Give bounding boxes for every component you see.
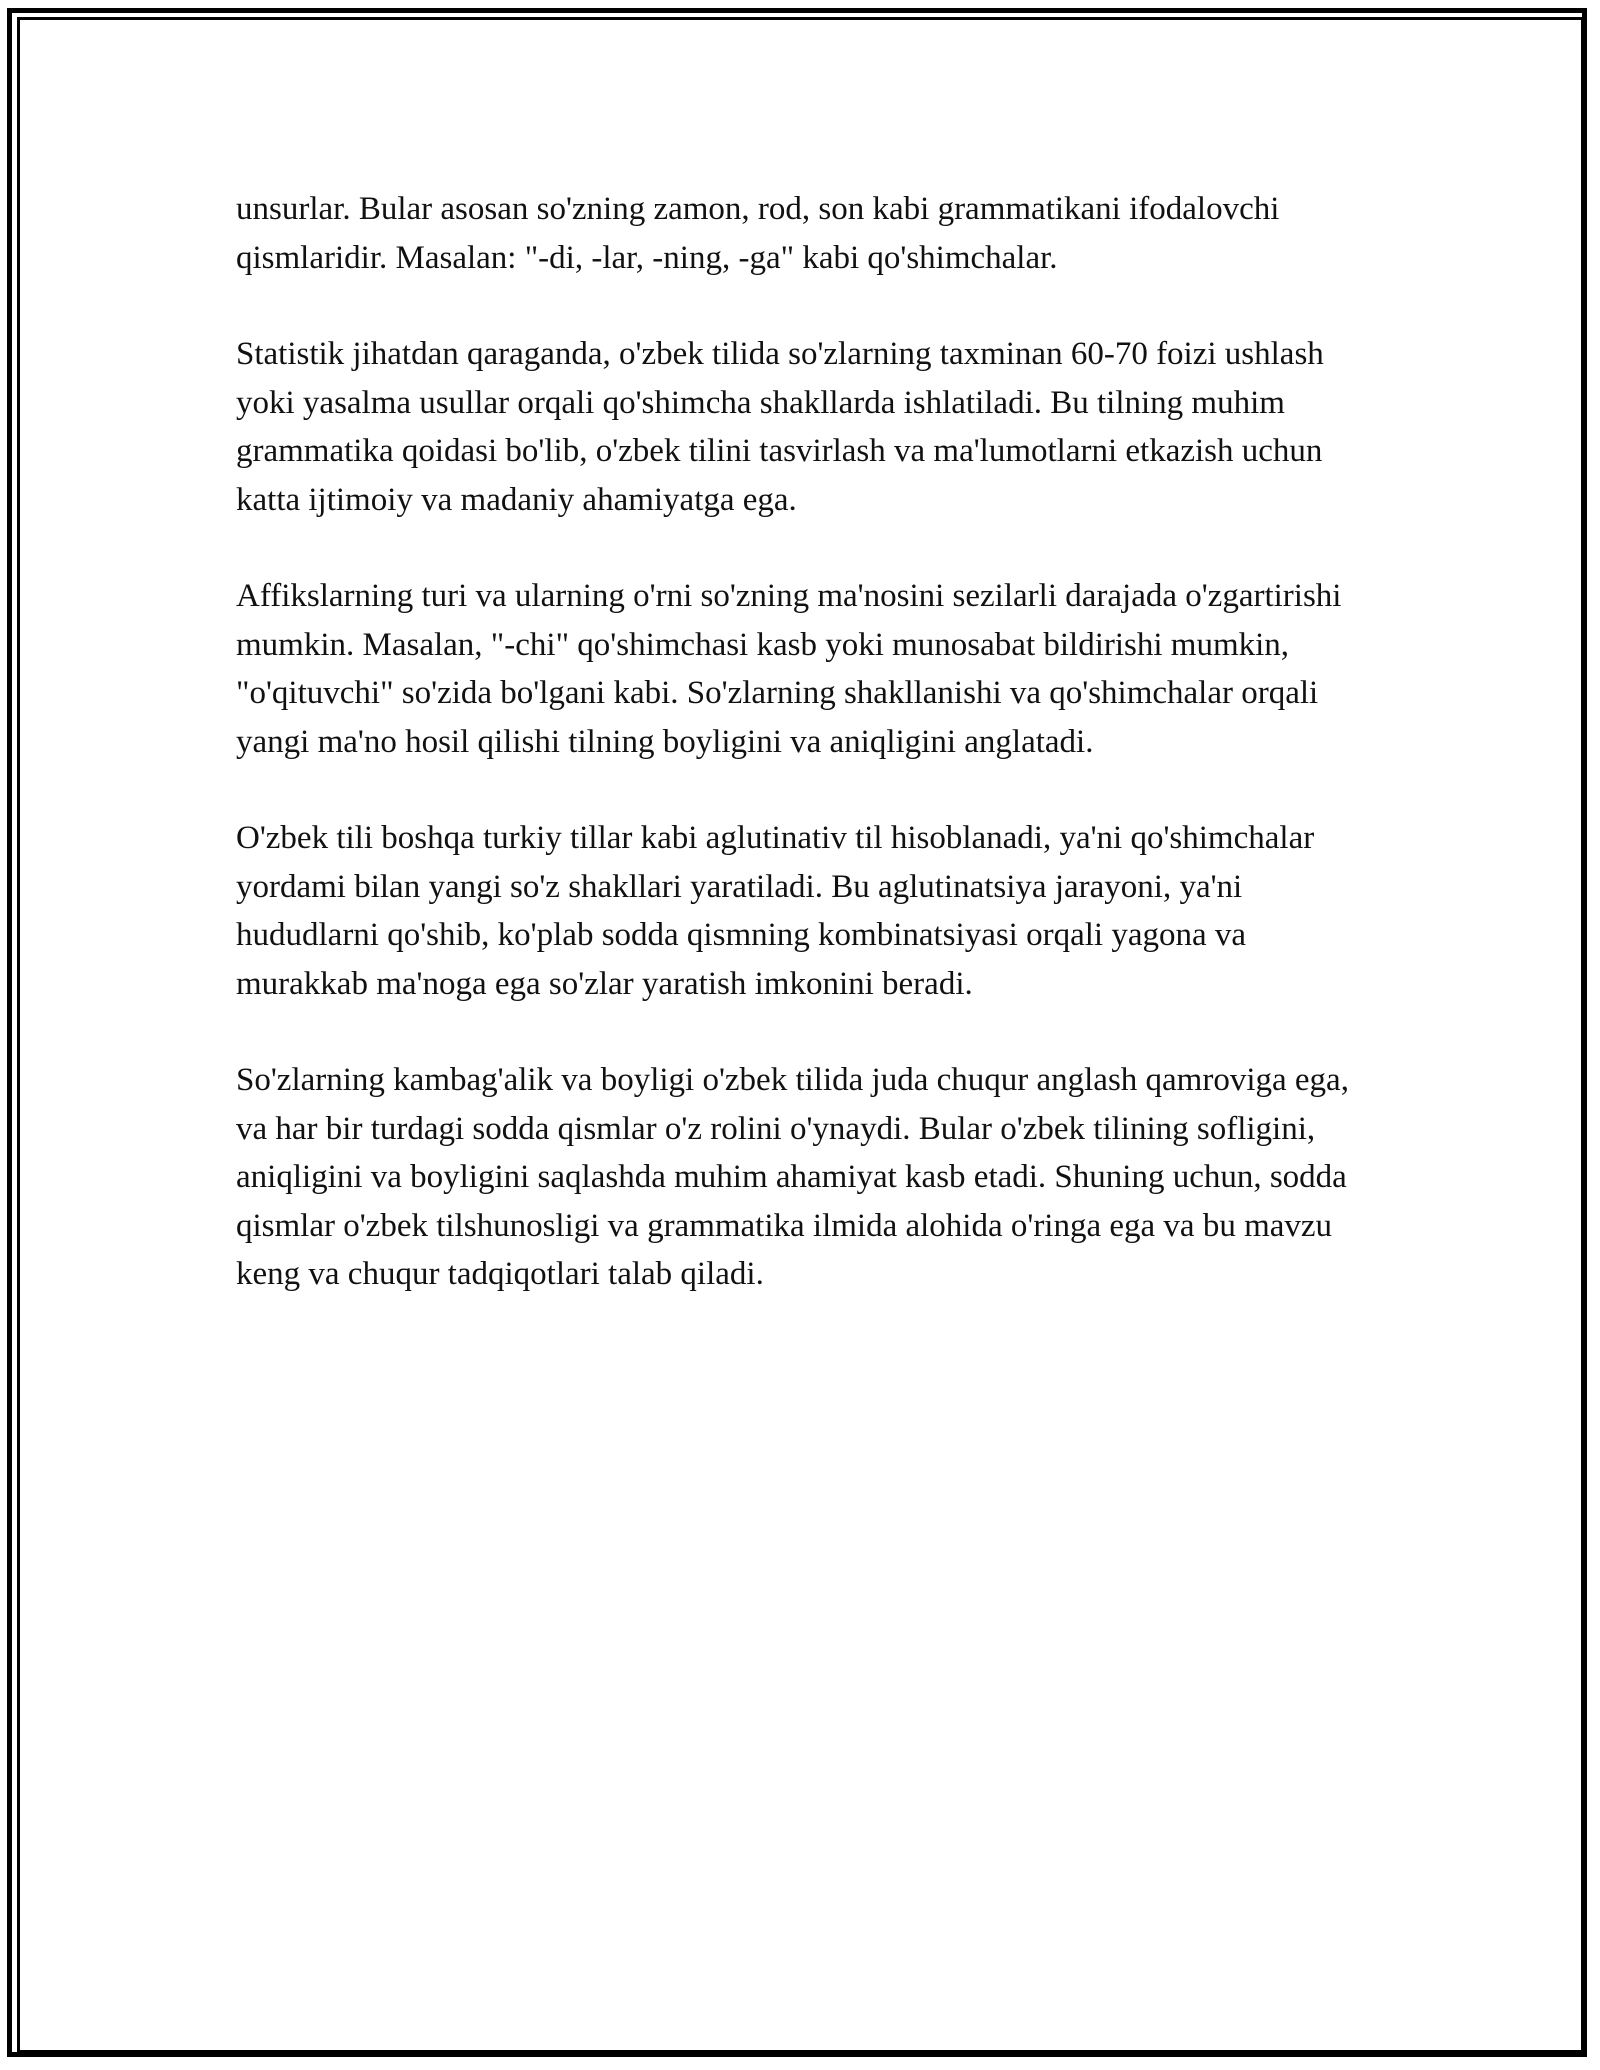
paragraph: So'zlarning kambag'alik va boyligi o'zbek tilida juda chuqur anglash qamroviga ega, va har bir turdagi sodda qismlar o'z rolini o'ynaydi. Bular o'zbek tilining sofligini, aniqligini va boyligini saqlashda muhim ahamiyat kasb etadi. Shuning uchun, sodda qismlar o'zbek tilshunosligi va grammatika ilmida alohida o'ringa ega va bu mavzu keng va chuqur tadqiqotlari talab qiladi.: [236, 1062, 1349, 1292]
paragraph: unsurlar. Bular asosan so'zning zamon, rod, son kabi grammatikani ifodalovchi qismlaridir. Masalan: "-di, -lar, -ning, -ga" kabi qo'shimchalar.: [236, 191, 1280, 276]
document-body: [236, 185, 1376, 1347]
paragraph: Statistik jihatdan qaraganda, o'zbek tilida so'zlarning taxminan 60-70 foizi ushlash yoki yasalma usullar orqali qo'shimcha shakllarda ishlatiladi. Bu tilning muhim grammatika qoidasi bo'lib, o'zbek tilini tasvirlash va ma'lumotlarni etkazish uchun katta ijtimoiy va madaniy ahamiyatga ega.: [236, 336, 1324, 518]
paragraph: Affikslarning turi va ularning o'rni so'zning ma'nosini sezilarli darajada o'zgartirishi mumkin. Masalan, "-chi" qo'shimchasi kasb yoki munosabat bildirishi mumkin, "o'qituvchi" so'zida bo'lgani kabi. So'zlarning shakllanishi va qo'shimchalar orqali yangi ma'no hosil qilishi tilning boyligini va aniqligini anglatadi.: [236, 578, 1342, 760]
paragraph: O'zbek tili boshqa turkiy tillar kabi aglutinativ til hisoblanadi, ya'ni qo'shimchalar yordami bilan yangi so'z shakllari yaratiladi. Bu aglutinatsiya jarayoni, ya'ni hududlarni qo'shib, ko'plab sodda qismning kombinatsiyasi orqali yagona va murakkab ma'noga ega so'zlar yaratish imkonini beradi.: [236, 820, 1315, 1002]
